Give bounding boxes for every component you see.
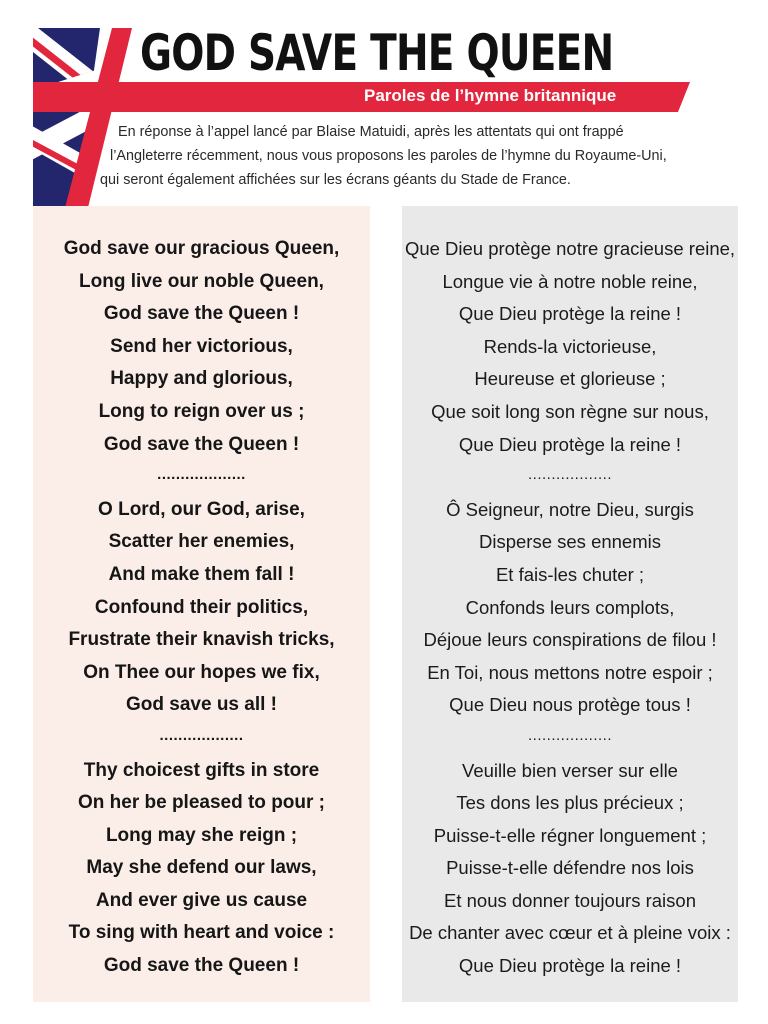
page-title: GOD SAVE THE QUEEN <box>140 24 614 82</box>
lyric-line: On Thee our hopes we fix, <box>83 661 320 683</box>
lyric-line: On her be pleased to pour ; <box>77 792 326 814</box>
lyric-line: Tes dons les plus précieux ; <box>456 792 684 814</box>
lyric-line: Que Dieu protège la reine ! <box>458 955 682 977</box>
lyric-line: God save us all ! <box>126 694 277 716</box>
lyric-line: Déjoue leurs conspirations de filou ! <box>423 629 717 651</box>
lyric-line: Que Dieu nous protège tous ! <box>449 694 691 716</box>
lyric-line: Confound their politics, <box>94 596 309 618</box>
lyric-line: Happy and glorious, <box>110 368 293 390</box>
intro-line: l’Angleterre récemment, nous vous proposons les paroles de l’hymne du Royaume-Uni, <box>110 148 667 164</box>
lyric-line: God save the Queen ! <box>103 433 300 455</box>
lyric-line: May she defend our laws, <box>86 857 317 879</box>
lyric-line: De chanter avec cœur et à pleine voix : <box>409 922 731 944</box>
intro-line: En réponse à l’appel lancé par Blaise Matuidi, après les attentats qui ont frappé <box>118 124 624 140</box>
intro-paragraph <box>96 120 736 192</box>
lyric-line: Que soit long son règne sur nous, <box>431 400 709 422</box>
lyric-line: Longue vie à notre noble reine, <box>442 270 698 292</box>
french-lyrics-panel <box>402 206 738 1002</box>
lyric-line: Disperse ses ennemis <box>479 531 661 553</box>
lyric-line: Et nous donner toujours raison <box>444 889 696 911</box>
lyric-line: O Lord, our God, arise, <box>98 498 305 520</box>
lyric-line: Long live our noble Queen, <box>79 270 324 292</box>
verse-separator: .................. <box>527 726 612 744</box>
lyric-line: Que Dieu protège la reine ! <box>458 303 682 325</box>
intro-line: qui seront également affichées sur les écrans géants du Stade de France. <box>100 172 571 188</box>
page-subtitle: Paroles de l’hymne britannique <box>364 86 617 105</box>
lyric-line: Scatter her enemies, <box>108 531 295 553</box>
lyric-line: Long may she reign ; <box>105 824 298 846</box>
lyric-line: And ever give us cause <box>95 889 308 911</box>
lyric-line: Rends-la victorieuse, <box>483 335 657 357</box>
lyric-line: And make them fall ! <box>108 563 295 585</box>
lyric-line: God save the Queen ! <box>103 303 300 325</box>
lyric-line: Send her victorious, <box>110 335 293 357</box>
verse-separator: .................. <box>527 466 612 484</box>
lyric-line: Long to reign over us ; <box>98 400 305 422</box>
lyric-line: Et fais-les chuter ; <box>495 563 645 585</box>
lyric-line: To sing with heart and voice : <box>68 922 335 944</box>
lyric-line: Que Dieu protège notre gracieuse reine, <box>404 238 736 259</box>
lyric-line: Confonds leurs complots, <box>465 596 675 618</box>
lyric-line: Puisse-t-elle régner longuement ; <box>433 824 707 846</box>
lyric-line: Veuille bien verser sur elle <box>462 759 678 781</box>
lyric-line: Ô Seigneur, notre Dieu, surgis <box>446 498 694 520</box>
lyric-line: Que Dieu protège la reine ! <box>458 433 682 455</box>
lyric-line: Thy choicest gifts in store <box>83 759 320 781</box>
lyric-line: Puisse-t-elle défendre nos lois <box>446 857 694 879</box>
lyric-line: God save our gracious Queen, <box>63 238 340 259</box>
lyric-line: God save the Queen ! <box>103 955 300 977</box>
english-lyrics-panel <box>33 206 370 1002</box>
verse-separator: .................. <box>159 726 244 744</box>
lyric-line: Heureuse et glorieuse ; <box>474 368 666 390</box>
lyric-line: En Toi, nous mettons notre espoir ; <box>427 661 713 683</box>
verse-separator: ................... <box>157 466 246 484</box>
lyric-line: Frustrate their knavish tricks, <box>68 629 335 651</box>
